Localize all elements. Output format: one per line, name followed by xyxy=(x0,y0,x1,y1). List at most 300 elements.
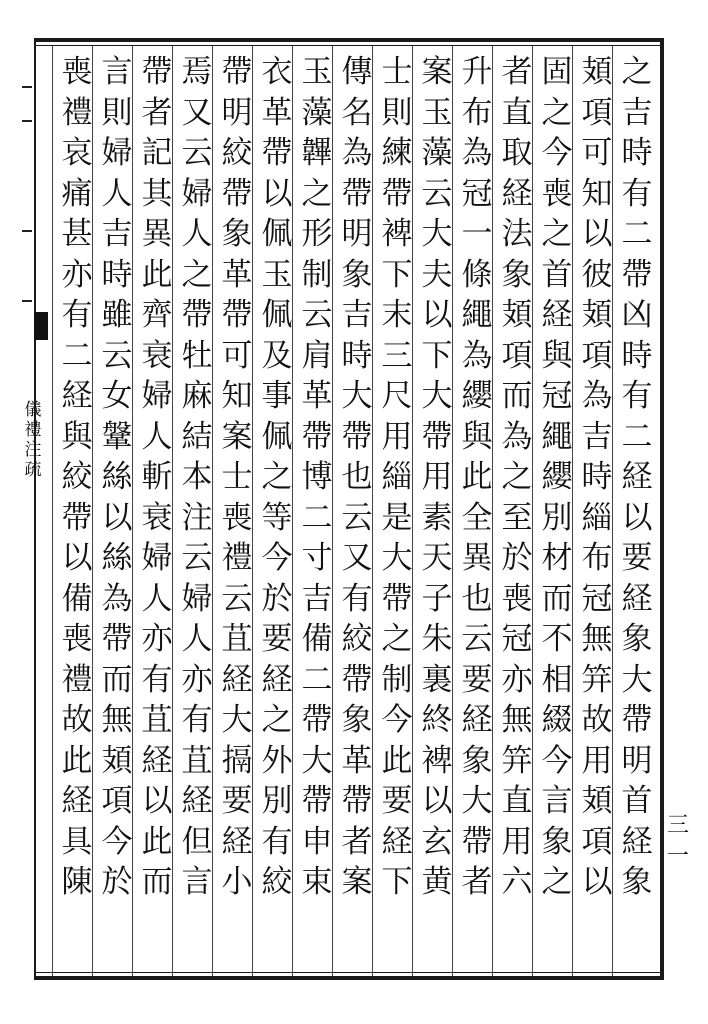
text-char: 大 xyxy=(301,742,333,779)
text-char: 之 xyxy=(381,621,413,657)
text-char: 帶 xyxy=(461,823,493,860)
text-char: 小 xyxy=(221,864,253,900)
text-char: 革 xyxy=(341,742,373,779)
text-char: 喪 xyxy=(501,580,533,617)
text-char: 此 xyxy=(381,742,413,779)
text-char: 搹 xyxy=(221,742,253,779)
text-char: 於 xyxy=(101,864,133,900)
border-bottom-inner xyxy=(34,972,664,973)
text-char: 冠 xyxy=(461,175,493,212)
text-char: 云 xyxy=(181,135,213,171)
text-char: 要 xyxy=(621,540,653,576)
text-char: 帶 xyxy=(181,297,213,333)
text-char: 為 xyxy=(461,337,493,374)
text-char: 繩 xyxy=(461,297,493,333)
text-char: 故 xyxy=(61,702,93,738)
text-char: 苴 xyxy=(181,742,213,779)
text-char: 以 xyxy=(621,499,653,536)
border-top-inner xyxy=(34,45,664,46)
text-char: 一 xyxy=(461,216,493,252)
text-char: 下 xyxy=(381,864,413,900)
text-char: 亦 xyxy=(501,661,533,698)
text-char: 又 xyxy=(181,94,213,131)
text-char: 此 xyxy=(141,823,173,860)
text-char: 玉 xyxy=(421,94,453,131)
text-char: 麻 xyxy=(181,378,213,414)
text-char: 以 xyxy=(581,864,613,900)
text-char: 二 xyxy=(621,418,653,455)
text-column xyxy=(338,52,376,972)
text-char: 法 xyxy=(501,216,533,252)
text-char: 項 xyxy=(501,337,533,374)
text-char: 要 xyxy=(381,783,413,819)
text-column xyxy=(218,52,256,972)
text-char: 是 xyxy=(381,499,413,536)
text-char: 帶 xyxy=(381,175,413,212)
text-char: 首 xyxy=(541,256,573,293)
column-rule xyxy=(52,46,53,976)
text-char: 吉 xyxy=(581,418,613,455)
text-char: 具 xyxy=(61,823,93,860)
text-char: 苴 xyxy=(141,702,173,738)
text-char: 苴 xyxy=(221,621,253,657)
text-char: 時 xyxy=(621,337,653,374)
text-char: 末 xyxy=(381,297,413,333)
text-char: 備 xyxy=(61,580,93,617)
text-char: 彼 xyxy=(581,256,613,293)
text-char: 下 xyxy=(421,337,453,374)
text-char: 牡 xyxy=(181,337,213,374)
text-char: 帶 xyxy=(301,418,333,455)
text-char: 経 xyxy=(61,783,93,819)
text-char: 繩 xyxy=(541,418,573,455)
margin-title-char: 注 xyxy=(24,440,42,460)
text-char: 帶 xyxy=(341,783,373,819)
text-char: 項 xyxy=(581,337,613,374)
text-char: 布 xyxy=(461,94,493,131)
text-char: 衰 xyxy=(141,337,173,374)
text-char: 頍 xyxy=(581,783,613,819)
text-char: 二 xyxy=(61,337,93,374)
text-column xyxy=(58,52,96,972)
border-top xyxy=(34,38,664,42)
text-char: 之 xyxy=(621,54,653,90)
text-char: 天 xyxy=(421,540,453,576)
text-char: 帶 xyxy=(341,175,373,212)
text-char: 故 xyxy=(581,702,613,738)
text-char: 可 xyxy=(221,337,253,374)
text-char: 経 xyxy=(221,823,253,860)
text-char: 此 xyxy=(61,742,93,779)
text-char: 焉 xyxy=(181,54,213,90)
text-char: 冠 xyxy=(581,580,613,617)
text-char: 今 xyxy=(381,702,413,738)
text-char: 朱 xyxy=(421,621,453,657)
text-char: 絲 xyxy=(101,459,133,495)
text-char: 以 xyxy=(141,783,173,819)
text-column xyxy=(578,52,616,972)
text-char: 帶 xyxy=(221,175,253,212)
text-char: 要 xyxy=(221,783,253,819)
text-char: 之 xyxy=(501,459,533,495)
text-char: 與 xyxy=(461,418,493,455)
text-char: 而 xyxy=(101,661,133,698)
border-bottom xyxy=(34,976,664,980)
text-char: 大 xyxy=(461,783,493,819)
text-char: 革 xyxy=(261,94,293,131)
text-char: 備 xyxy=(301,621,333,657)
margin-title-char: 禮 xyxy=(24,420,42,440)
text-char: 吉 xyxy=(621,94,653,131)
text-char: 知 xyxy=(581,175,613,212)
text-char: 亦 xyxy=(181,661,213,698)
text-char: 與 xyxy=(541,337,573,374)
text-char: 尺 xyxy=(381,378,413,414)
text-char: 以 xyxy=(261,175,293,212)
text-char: 経 xyxy=(501,175,533,212)
text-char: 大 xyxy=(621,661,653,698)
text-char: 云 xyxy=(181,540,213,576)
text-char: 女 xyxy=(101,378,133,414)
text-char: 以 xyxy=(61,540,93,576)
text-char: 時 xyxy=(101,256,133,293)
text-char: 亦 xyxy=(61,256,93,293)
text-char: 用 xyxy=(421,459,453,495)
text-char: 玄 xyxy=(421,823,453,860)
text-char: 者 xyxy=(461,864,493,900)
text-char: 人 xyxy=(141,580,173,617)
text-char: 有 xyxy=(621,175,653,212)
text-char: 用 xyxy=(381,418,413,455)
text-char: 婦 xyxy=(141,378,173,414)
text-char: 雖 xyxy=(101,297,133,333)
text-char: 明 xyxy=(341,216,373,252)
text-char: 有 xyxy=(621,378,653,414)
text-char: 無 xyxy=(101,702,133,738)
text-char: 大 xyxy=(221,702,253,738)
text-char: 之 xyxy=(261,702,293,738)
text-char: 但 xyxy=(181,823,213,860)
text-char: 素 xyxy=(421,499,453,536)
gutter-tick xyxy=(22,86,32,88)
text-char: 至 xyxy=(501,499,533,536)
text-char: 玉 xyxy=(261,256,293,293)
text-char: 帶 xyxy=(341,418,373,455)
text-char: 固 xyxy=(541,54,573,90)
text-char: 以 xyxy=(421,297,453,333)
text-char: 肩 xyxy=(301,337,333,374)
text-char: 結 xyxy=(181,418,213,455)
text-char: 禮 xyxy=(221,540,253,576)
text-char: 吉 xyxy=(301,580,333,617)
text-char: 用 xyxy=(581,742,613,779)
text-char: 名 xyxy=(341,94,373,131)
text-char: 事 xyxy=(261,378,293,414)
text-char: 裨 xyxy=(381,216,413,252)
text-char: 佩 xyxy=(261,216,293,252)
text-char: 此 xyxy=(141,256,173,293)
text-char: 有 xyxy=(341,580,373,617)
text-column xyxy=(258,52,296,972)
text-char: 此 xyxy=(461,459,493,495)
text-char: 取 xyxy=(501,135,533,171)
text-column xyxy=(98,52,136,972)
text-char: 云 xyxy=(301,297,333,333)
text-char: 要 xyxy=(261,621,293,657)
text-char: 禮 xyxy=(61,661,93,698)
text-char: 形 xyxy=(301,216,333,252)
text-char: 於 xyxy=(501,540,533,576)
text-char: 鞶 xyxy=(101,418,133,455)
text-char: 経 xyxy=(541,297,573,333)
text-char: 之 xyxy=(541,216,573,252)
text-char: 無 xyxy=(501,702,533,738)
text-char: 綴 xyxy=(541,702,573,738)
text-char: 云 xyxy=(461,621,493,657)
text-char: 項 xyxy=(581,94,613,131)
text-char: 吉 xyxy=(341,297,373,333)
text-char: 冠 xyxy=(541,378,573,414)
text-char: 時 xyxy=(341,337,373,374)
text-char: 象 xyxy=(461,742,493,779)
text-char: 頍 xyxy=(581,297,613,333)
text-char: 知 xyxy=(221,378,253,414)
text-char: 有 xyxy=(141,661,173,698)
text-char: 絞 xyxy=(341,621,373,657)
text-char: 與 xyxy=(61,418,93,455)
text-char: 直 xyxy=(501,94,533,131)
text-char: 二 xyxy=(621,216,653,252)
text-char: 絞 xyxy=(261,864,293,900)
text-char: 革 xyxy=(301,378,333,414)
text-char: 云 xyxy=(221,580,253,617)
text-char: 材 xyxy=(541,540,573,576)
text-char: 及 xyxy=(261,337,293,374)
text-char: 項 xyxy=(581,823,613,860)
text-char: 冠 xyxy=(501,621,533,657)
text-char: 裏 xyxy=(421,661,453,698)
text-char: 也 xyxy=(341,459,373,495)
text-char: 笄 xyxy=(501,742,533,779)
text-char: 亦 xyxy=(141,621,173,657)
text-char: 有 xyxy=(261,823,293,860)
text-char: 纓 xyxy=(541,459,573,495)
text-char: 其 xyxy=(141,175,173,212)
text-char: 甚 xyxy=(61,216,93,252)
text-char: 制 xyxy=(301,256,333,293)
text-char: 帶 xyxy=(621,702,653,738)
text-char: 吉 xyxy=(101,216,133,252)
text-char: 博 xyxy=(301,459,333,495)
margin-book-title xyxy=(22,400,44,480)
text-char: 絞 xyxy=(221,135,253,171)
text-char: 斬 xyxy=(141,459,173,495)
text-char: 異 xyxy=(461,540,493,576)
text-char: 帶 xyxy=(61,499,93,536)
text-char: 首 xyxy=(621,783,653,819)
text-char: 頍 xyxy=(501,297,533,333)
text-char: 案 xyxy=(341,864,373,900)
text-char: 而 xyxy=(541,580,573,617)
text-char: 喪 xyxy=(541,175,573,212)
text-char: 帶 xyxy=(221,54,253,90)
text-char: 明 xyxy=(621,742,653,779)
text-char: 哀 xyxy=(61,135,93,171)
text-char: 為 xyxy=(581,378,613,414)
text-column xyxy=(298,52,336,972)
text-column xyxy=(178,52,216,972)
text-char: 人 xyxy=(141,418,173,455)
text-char: 婦 xyxy=(181,175,213,212)
text-char: 直 xyxy=(501,783,533,819)
text-char: 項 xyxy=(101,783,133,819)
text-char: 喪 xyxy=(221,499,253,536)
text-char: 為 xyxy=(341,135,373,171)
text-char: 又 xyxy=(341,540,373,576)
text-char: 藻 xyxy=(301,94,333,131)
text-char: 経 xyxy=(261,661,293,698)
text-char: 喪 xyxy=(61,54,93,90)
text-char: 申 xyxy=(301,823,333,860)
text-char: 帶 xyxy=(101,621,133,657)
text-char: 帶 xyxy=(381,580,413,617)
text-char: 言 xyxy=(101,54,133,90)
text-char: 則 xyxy=(101,94,133,131)
text-char: 齊 xyxy=(141,297,173,333)
text-char: 経 xyxy=(181,783,213,819)
text-char: 別 xyxy=(261,783,293,819)
text-char: 帶 xyxy=(621,256,653,293)
text-char: 人 xyxy=(101,175,133,212)
text-char: 纓 xyxy=(461,378,493,414)
margin-title-char: 儀 xyxy=(24,400,42,420)
text-char: 衣 xyxy=(261,54,293,90)
text-column xyxy=(498,52,536,972)
text-column xyxy=(378,52,416,972)
text-char: 喪 xyxy=(61,621,93,657)
text-char: 帶 xyxy=(301,702,333,738)
text-char: 婦 xyxy=(101,135,133,171)
text-char: 緇 xyxy=(381,459,413,495)
text-char: 不 xyxy=(541,621,573,657)
text-char: 為 xyxy=(501,418,533,455)
text-char: 経 xyxy=(381,823,413,860)
text-char: 而 xyxy=(141,864,173,900)
text-char: 韠 xyxy=(301,135,333,171)
text-char: 相 xyxy=(541,661,573,698)
text-char: 象 xyxy=(541,823,573,860)
text-char: 者 xyxy=(341,823,373,860)
text-char: 別 xyxy=(541,499,573,536)
text-char: 玉 xyxy=(301,54,333,90)
text-char: 為 xyxy=(101,580,133,617)
text-char: 象 xyxy=(341,702,373,738)
text-char: 象 xyxy=(341,256,373,293)
text-char: 帶 xyxy=(261,135,293,171)
text-char: 練 xyxy=(381,135,413,171)
text-char: 経 xyxy=(621,580,653,617)
text-char: 今 xyxy=(541,742,573,779)
text-char: 象 xyxy=(621,864,653,900)
text-char: 以 xyxy=(101,499,133,536)
text-char: 経 xyxy=(621,823,653,860)
border-left xyxy=(34,38,36,980)
text-char: 頍 xyxy=(101,742,133,779)
text-char: 婦 xyxy=(181,580,213,617)
text-char: 之 xyxy=(301,175,333,212)
text-char: 為 xyxy=(461,135,493,171)
text-char: 婦 xyxy=(141,540,173,576)
text-char: 大 xyxy=(421,378,453,414)
text-char: 六 xyxy=(501,864,533,900)
text-char: 終 xyxy=(421,702,453,738)
text-char: 三 xyxy=(381,337,413,374)
text-char: 象 xyxy=(221,216,253,252)
text-char: 案 xyxy=(421,54,453,90)
text-char: 象 xyxy=(621,621,653,657)
text-char: 升 xyxy=(461,54,493,90)
text-char: 衰 xyxy=(141,499,173,536)
text-char: 今 xyxy=(101,823,133,860)
text-char: 子 xyxy=(421,580,453,617)
text-char: 黄 xyxy=(421,864,453,900)
text-char: 士 xyxy=(381,54,413,90)
text-char: 言 xyxy=(181,864,213,900)
text-char: 於 xyxy=(261,580,293,617)
text-char: 人 xyxy=(181,216,213,252)
text-char: 絞 xyxy=(61,459,93,495)
text-column xyxy=(538,52,576,972)
text-char: 之 xyxy=(541,94,573,131)
text-char: 笄 xyxy=(581,661,613,698)
text-column xyxy=(418,52,456,972)
text-char: 経 xyxy=(461,702,493,738)
text-char: 緇 xyxy=(581,499,613,536)
text-char: 裨 xyxy=(421,742,453,779)
text-char: 経 xyxy=(61,378,93,414)
text-char: 革 xyxy=(221,256,253,293)
text-char: 條 xyxy=(461,256,493,293)
text-char: 禮 xyxy=(61,94,93,131)
text-char: 凶 xyxy=(621,297,653,333)
text-char: 外 xyxy=(261,742,293,779)
text-char: 帶 xyxy=(301,783,333,819)
text-char: 二 xyxy=(301,499,333,536)
text-char: 有 xyxy=(181,702,213,738)
text-char: 陳 xyxy=(61,864,93,900)
text-char: 痛 xyxy=(61,175,93,212)
text-char: 帶 xyxy=(221,297,253,333)
text-char: 夫 xyxy=(421,256,453,293)
text-char: 之 xyxy=(181,256,213,293)
text-char: 大 xyxy=(381,540,413,576)
text-char: 二 xyxy=(301,661,333,698)
text-char: 大 xyxy=(341,378,373,414)
page-number: 三一 xyxy=(666,813,689,869)
text-char: 則 xyxy=(381,94,413,131)
text-char: 明 xyxy=(221,94,253,131)
text-char: 経 xyxy=(141,742,173,779)
text-column xyxy=(138,52,176,972)
text-char: 注 xyxy=(181,499,213,536)
text-char: 記 xyxy=(141,135,173,171)
text-char: 帶 xyxy=(341,661,373,698)
text-char: 無 xyxy=(581,621,613,657)
text-char: 藻 xyxy=(421,135,453,171)
text-char: 佩 xyxy=(261,297,293,333)
gutter-tick xyxy=(22,230,32,232)
text-char: 人 xyxy=(181,621,213,657)
